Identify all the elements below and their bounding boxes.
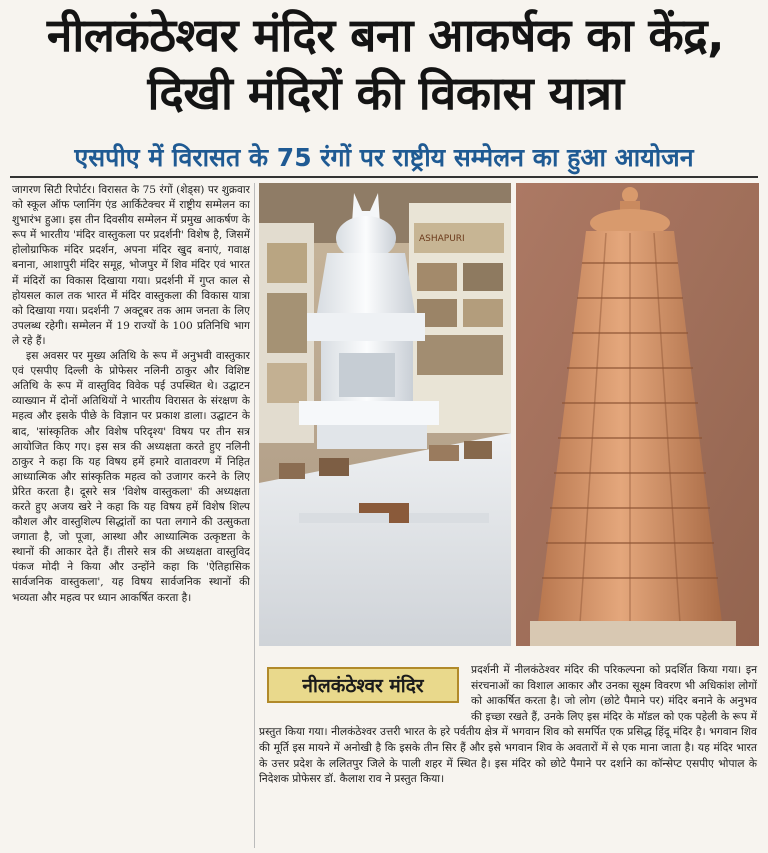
terracotta-temple-model-photo xyxy=(516,183,759,646)
sidebar-label: नीलकंठेश्वर मंदिर xyxy=(267,667,459,703)
column-divider xyxy=(254,183,255,848)
article-paragraph: जागरण सिटी रिपोर्टर। विरासत के 75 रंगों (शेड्स) पर शुक्रवार को स्कूल ऑफ प्लानिंग एंड आर्किटेक्चर में राष्ट्रीय सम्मेलन का शुभारंभ हुआ। इस तीन दिवसीय सम्मेलन में प्रमुख आकर्षण के रूप में भारतीय 'मंदिर वास्तुकला पर प्रदर्शनी' विशेष है, जिसमें होलोग्राफिक मंदिर प्रदर्शन, अपना मंदिर खुद बनाएं, गवाक्ष बनाना, आशापुरी मंदिर समूह, भोजपुर में शिव मंदिर एवं भारत में मंदिरों का विकास दिखाया गया। प्रदर्शनी में गुप्त काल से होयसल काल तक भारत में मंदिर वास्तुकला की विकास यात्रा को दिखाया गया। प्रदर्शनी 7 अक्टूबर तक आम जनता के लिए उपलब्ध रहेगी। सम्मेलन में 19 राज्यों के 100 प्रतिनिधि भाग ले रहे हैं। xyxy=(12,184,250,347)
sidebar-box xyxy=(259,656,759,848)
article-paragraph: इस अवसर पर मुख्य अतिथि के रूप में अनुभवी वास्तुकार एवं एसपीए दिल्ली के प्रोफेसर नलिनी ठाकुर और विशिष्ट अतिथि के रूप में वास्तुविद विवेक पई उपस्थित थे। उद्घाटन व्याख्यान में दोनों अतिथियों ने भारतीय विरासत के संरक्षण के महत्व और इसके पीछे के विज्ञान पर प्रकाश डाला। उद्घाटन के बाद, 'सांस्कृतिक और विशेष परिदृश्य' विषय पर तीन सत्र आयोजित किए गए। इस सत्र की अध्यक्षता करते हुए नलिनी ठाकुर ने कहा कि यह विषय हमें हमारे वातावरण में निहित आध्यात्मिक और सांस्कृतिक महत्व को उजागर करने के लिए प्रेरित करता है। दूसरे सत्र 'विशेष वास्तुकला' की अध्यक्षता करते हुए अजय खरे ने कहा कि यह विषय हमें विशेष शिल्प कौशल और वास्तुशिल्प सिद्धांतों का पता लगाने की उत्सुकता जगाता है, जो पूजा, आस्था और आध्यात्मिक उत्कृष्टता के स्थानों की आकार देते हैं। तीसरे सत्र की अध्यक्षता वास्तुविद पंकज मोदी ने किया और उन्होंने कहा कि 'ऐतिहासिक सार्वजनिक वास्तुकला', यह विषय सार्वजनिक स्थानों की भव्यता और महत्व पर ध्यान आकर्षित करता है। xyxy=(12,350,250,604)
subheadline: एसपीए में विरासत के 75 रंगों पर राष्ट्रीय सम्मेलन का हुआ आयोजन xyxy=(74,143,694,172)
sidebar-text: प्रदर्शनी में नीलकंठेश्वर मंदिर की परिकल्पना को प्रदर्शित किया गया। इन संरचनाओं का विशाल आकार और उनका सूक्ष्म विवरण भी अधिकांश लोगों को आकर्षित करता है। जो लोग (छोटे पैमाने पर) मंदिर बनाने के अनुभव की इच्छा रखते हैं, उनके लिए इस मंदिर के मॉडल को एक पहेली के रूप में प्रस्तुत किया गया। नीलकंठेश्वर उत्तरी भारत के हरे पर्वतीय क्षेत्र में भगवान शिव को समर्पित एक प्रसिद्ध हिंदू मंदिर है। भगवान शिव की मूर्ति इस मायने में अनोखी है कि इसके तीन सिर हैं और इसे भगवान शिव के अवतारों में से एक माना जाता है। यह मंदिर भारत के उत्तर प्रदेश के ललितपुर जिले के पाली शहर में स्थित है। इस मंदिर को छोटे पैमाने पर दर्शाने का कॉन्सेप्ट एसपीए भोपाल के निदेशक प्रोफेसर डॉ. कैलाश राव ने प्रस्तुत किया। xyxy=(259,663,757,786)
divider xyxy=(10,176,758,178)
white-temple-model-photo xyxy=(259,183,511,646)
headline: नीलकंठेश्वर मंदिर बना आकर्षक का केंद्र, दिखी मंदिरों की विकास यात्रा xyxy=(46,8,725,120)
article-column xyxy=(12,183,250,848)
exhibition-board-text: ASHAPURI xyxy=(419,234,465,244)
